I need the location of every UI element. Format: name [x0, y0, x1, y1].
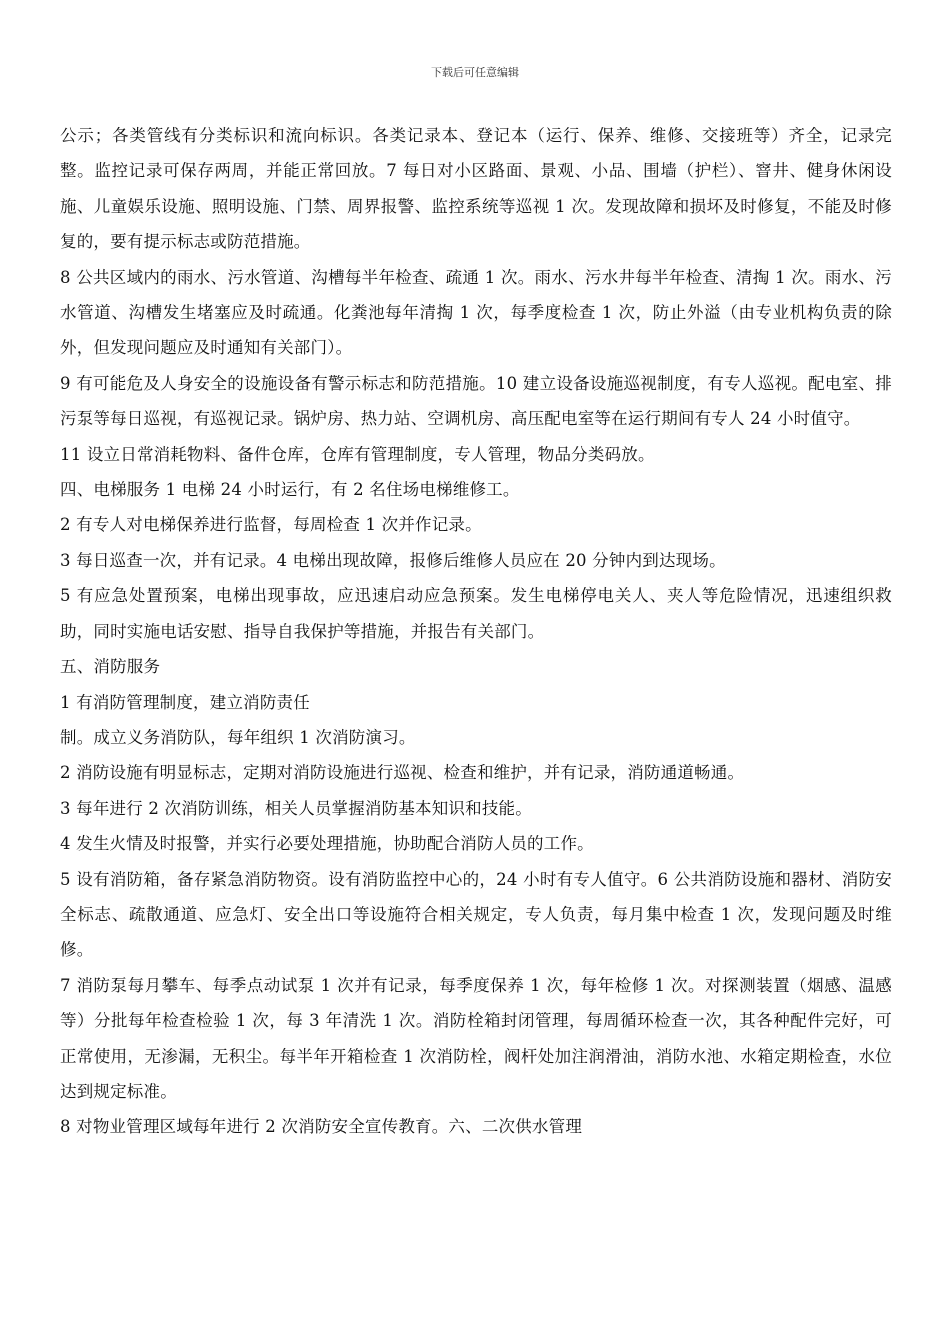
paragraph-15: 5 设有消防箱，备存紧急消防物资。设有消防监控中心的，24 小时有专人值守。6 公共消防设施和器材、消防安全标志、疏散通道、应急灯、安全出口等设施符合相关规定，专人负责，每月集中检查 1 次，发现问题及时维修。 — [60, 869, 892, 960]
paragraph-4: 11 设立日常消耗物料、备件仓库，仓库有管理制度，专人管理，物品分类码放。 — [60, 444, 655, 464]
paragraph-16: 7 消防泵每月攀车、每季点动试泵 1 次并有记录，每季度保养 1 次，每年检修 1 次。对探测装置（烟感、温感等）分批每年检查检验 1 次，每 3 年清洗 1 次。消防栓箱封闭管理，每周循环检查一次，其各种配件完好，可正常使用，无渗漏，无积尘。每半年开箱检查 1 次消防栓，阀杆处加注润滑油，消防水池、水箱定期检查，水位达到规定标准。 — [60, 975, 892, 1101]
paragraph-12: 2 消防设施有明显标志，定期对消防设施进行巡视、检查和维护，并有记录，消防通道畅通。 — [60, 763, 745, 783]
section-heading-fire: 五、消防服务 — [60, 657, 161, 677]
paragraph-14: 4 发生火情及时报警，并实行必要处理措施，协助配合消防人员的工作。 — [60, 834, 594, 854]
paragraph-11: 制。成立义务消防队，每年组织 1 次消防演习。 — [60, 727, 416, 747]
paragraph-1: 公示；各类管线有分类标识和流向标识。各类记录本、登记本（运行、保养、维修、交接班等）齐全，记录完整。监控记录可保存两周，并能正常回放。7 每日对小区路面、景观、小品、围墙（护栏）、窨井、健身休闲设施、儿童娱乐设施、照明设施、门禁、周界报警、监控系统等巡视 1 次。发现故障和损坏及时修复，不能及时修复的，要有提示标志或防范措施。 — [60, 126, 892, 252]
paragraph-8: 5 有应急处置预案，电梯出现事故，应迅速启动应急预案。发生电梯停电关人、夹人等危险情况，迅速组织救助，同时实施电话安慰、指导自我保护等措施，并报告有关部门。 — [60, 586, 892, 641]
paragraph-3: 9 有可能危及人身安全的设施设备有警示标志和防范措施。10 建立设备设施巡视制度，有专人巡视。配电室、排污泵等每日巡视，有巡视记录。锅炉房、热力站、空调机房、高压配电室等在运行期间有专人 24 小时值守。 — [60, 373, 892, 429]
paragraph-7: 3 每日巡查一次，并有记录。4 电梯出现故障，报修后维修人员应在 20 分钟内到达现场。 — [60, 550, 726, 570]
paragraph-2: 8 公共区域内的雨水、污水管道、沟槽每半年检查、疏通 1 次。雨水、污水井每半年检查、清掏 1 次。雨水、污水管道、沟槽发生堵塞应及时疏通。化粪池每年清掏 1 次，每季度检查 1 次，防止外溢（由专业机构负责的除外，但发现问题应及时通知有关部门）。 — [60, 267, 892, 358]
document-body — [60, 118, 892, 1145]
paragraph-6: 2 有专人对电梯保养进行监督，每周检查 1 次并作记录。 — [60, 515, 482, 535]
paragraph-13: 3 每年进行 2 次消防训练，相关人员掌握消防基本知识和技能。 — [60, 798, 532, 818]
paragraph-10: 1 有消防管理制度，建立消防责任 — [60, 692, 310, 712]
paragraph-17: 8 对物业管理区域每年进行 2 次消防安全宣传教育。六、二次供水管理 — [60, 1117, 583, 1137]
paragraph-5: 四、电梯服务 1 电梯 24 小时运行，有 2 名住场电梯维修工。 — [60, 480, 520, 500]
page-header: 下载后可任意编辑 — [431, 66, 519, 79]
